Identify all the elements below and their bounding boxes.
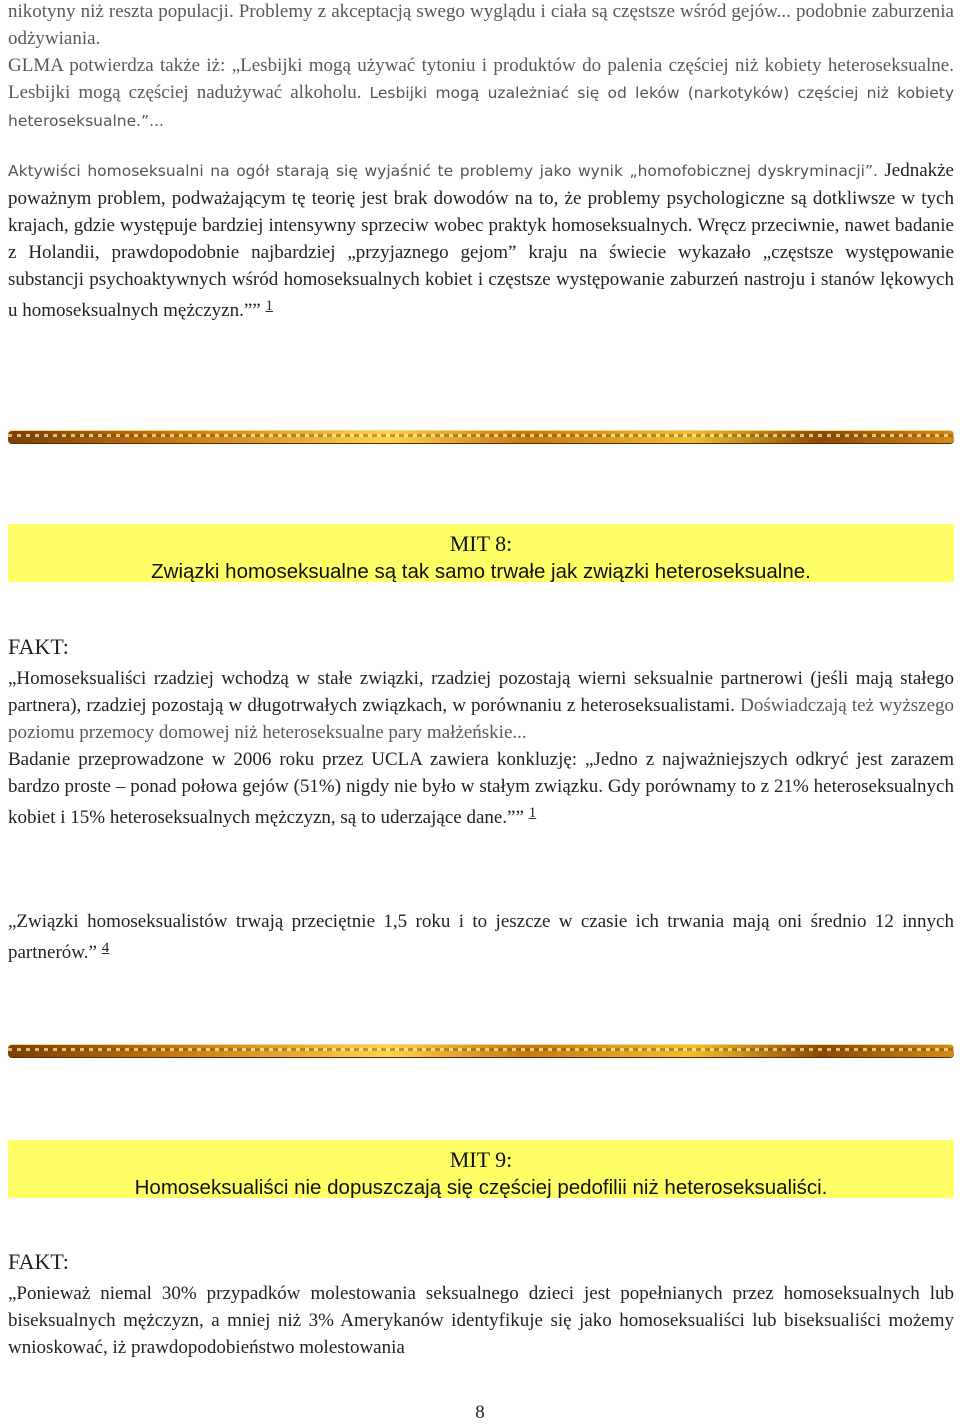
fact-8-paragraph-1 <box>8 665 954 746</box>
fact-8-paragraph-3 <box>8 908 954 966</box>
fact-8-paragraph-2 <box>8 746 954 831</box>
activists-section <box>8 157 954 324</box>
intro-paragraph: nikotyny niż reszta populacji. Problemy z akceptacją swego wyglądu i ciała są częstsze wśród gejów... podobnie zaburzenia odżywiania. <box>8 1 954 49</box>
fact-8-text-2: Badanie przeprowadzone w 2006 roku przez UCLA zawiera konkluzję: „Jedno z najważniejszych odkryć jest zarazem bardzo proste – ponad połowa gejów (51%) nigdy nie było w stałym związku. Gdy porównamy to z 21% heteroseksualnych kobiet i 15% heteroseksualnych mężczyzn, są to uderzające dane.”” <box>8 749 954 828</box>
fact-8-text-3: „Związki homoseksualistów trwają przeciętnie 1,5 roku i to jeszcze w czasie ich trwania mają oni średnio 12 innych partnerów.” <box>8 911 954 963</box>
fact-9-section <box>8 1280 954 1361</box>
gold-divider-2 <box>8 1045 954 1057</box>
fact-8-section-b <box>8 908 954 966</box>
myth-8-box <box>8 524 954 582</box>
page-number: 8 <box>475 1402 485 1423</box>
myth-9-box <box>8 1140 954 1198</box>
fakt-label-9: FAKT: <box>8 1249 69 1274</box>
myth-9-text: Homoseksualiści nie dopuszczają się częściej pedofilii niż heteroseksualiści. <box>134 1176 828 1199</box>
fact-8-text-1b: Doświadczają też wyższego poziomu przemocy domowej niż heteroseksualne pary małżeńskie... <box>8 695 955 743</box>
gold-divider-1 <box>8 431 954 443</box>
intro-section <box>8 0 954 135</box>
activists-text-3: Wręcz przeciwnie, nawet badanie z Holandii, prawdopodobnie najbardziej „przyjaznego gejom” kraju na świecie wykazało „częstsze występowanie substancji psychoaktywnych wśród homoseksualnych kobiet i częstsze występowanie zaburzeń nastroju i stanów lękowych u homoseksualnych mężczyzn.”” <box>8 215 954 321</box>
fakt-label-8: FAKT: <box>8 634 69 659</box>
glma-text-a: GLMA potwierdza także iż: „Lesbijki mogą używać tytoniu i produktów do palenia częściej niż kobiety heteroseksualne. Lesbijki mogą częściej nadużywać alkoholu. <box>8 55 954 103</box>
fact-8-section <box>8 665 954 831</box>
footnote-link-1[interactable]: 1 <box>265 298 273 314</box>
footnote-link-1b[interactable]: 1 <box>528 805 537 821</box>
glma-text-b: Lesbijki mogą uzależniać się od leków (narkotyków) częściej niż kobiety heteroseksualne.”... <box>8 84 954 130</box>
myth-9-title: MIT 9: <box>449 1147 513 1172</box>
footnote-link-4[interactable]: 4 <box>101 940 110 956</box>
myth-8-text: Związki homoseksualne są tak samo trwałe jak związki heteroseksualne. <box>151 560 811 583</box>
activists-text-1: Aktywiści homoseksualni na ogół starają się wyjaśnić te problemy jako wynik „homofobicznej dyskryminacji”. <box>8 162 878 180</box>
activists-paragraph <box>8 157 954 324</box>
fact-8-text-1a: „Homoseksualiści rzadziej wchodzą w stałe związki, rzadziej pozostają wierni seksualnie partnerowi (jeśli mają stałego partnera), rzadziej pozostają w długotrwałych związkach, w porównaniu z heteroseksualistami. <box>8 668 954 716</box>
myth-8-title: MIT 8: <box>449 531 513 556</box>
glma-paragraph <box>8 52 954 135</box>
fact-9-paragraph-1: „Ponieważ niemal 30% przypadków molestowania seksualnego dzieci jest popełnianych przez homoseksualnych lub biseksualnych mężczyzn, a mniej niż 3% Amerykanów identyfikuje się jako homoseksualiści lub biseksualiści możemy wnioskować, iż prawdopodobieństwo molestowania <box>8 1283 954 1358</box>
activists-text-2: Jednakże poważnym problem, podważającym tę teorię jest brak dowodów na to, że problemy psychologiczne są dotkliwsze w tych krajach, gdzie występuje bardziej intensywny sprzeciw wobec praktyk homoseksualnych. <box>8 160 954 236</box>
